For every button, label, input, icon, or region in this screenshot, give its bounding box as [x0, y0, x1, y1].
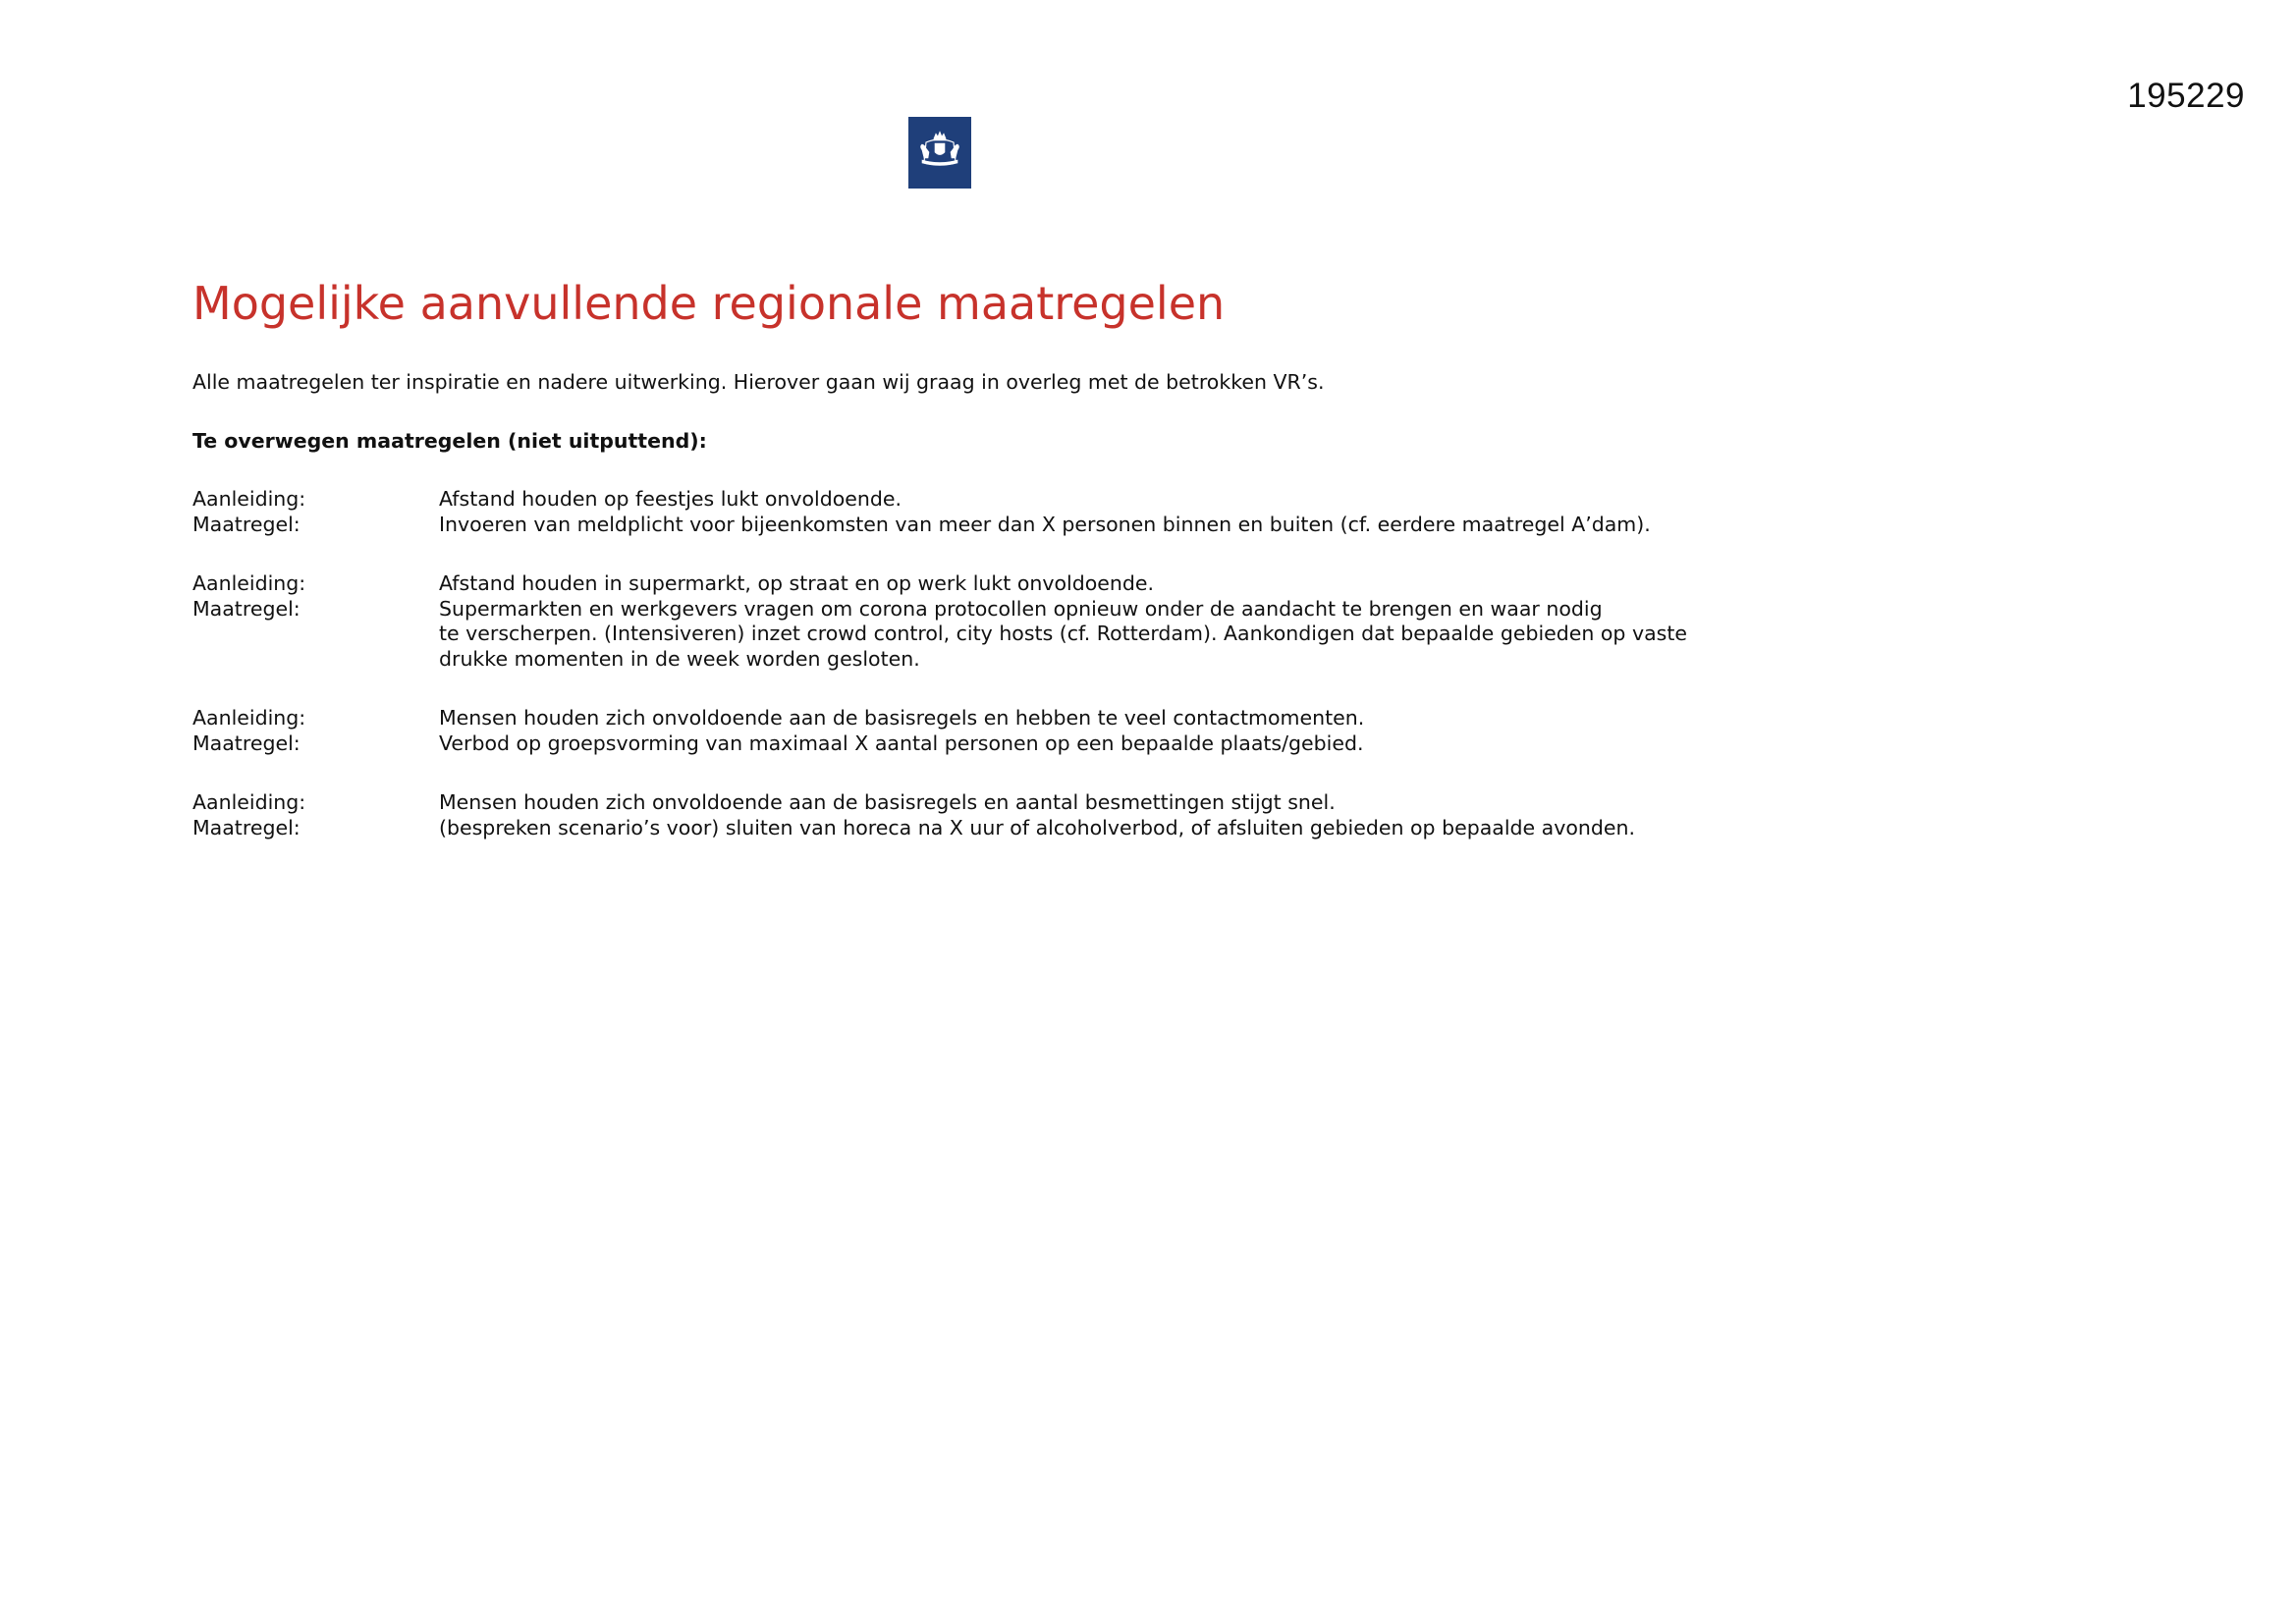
measure-item [192, 790, 1862, 840]
maatregel-label: Maatregel: [192, 596, 301, 621]
measures-subheading: Te overwegen maatregelen (niet uitputtend): [192, 429, 707, 453]
maatregel-label: Maatregel: [192, 512, 301, 536]
aanleiding-text: Mensen houden zich onvoldoende aan de basisregels en aantal besmettingen stijgt snel. [439, 790, 1336, 814]
aanleiding-row [192, 790, 1862, 816]
aanleiding-row [192, 487, 1862, 513]
measure-item [192, 571, 1862, 672]
intro-paragraph: Alle maatregelen ter inspiratie en nadere uitwerking. Hierover gaan wij graag in overleg met de betrokken VR’s. [192, 370, 1325, 394]
maatregel-row [192, 731, 1862, 757]
maatregel-row [192, 597, 1862, 673]
maatregel-label: Maatregel: [192, 815, 301, 839]
aanleiding-row [192, 706, 1862, 731]
maatregel-text [439, 513, 1651, 538]
maatregel-line: Verbod op groepsvorming van maximaal X aantal personen op een bepaalde plaats/gebied. [439, 731, 1364, 755]
maatregel-line: Supermarkten en werkgevers vragen om corona protocollen opnieuw onder de aandacht te brengen en waar nodig [439, 596, 1603, 621]
maatregel-label: Maatregel: [192, 731, 301, 755]
maatregel-text [439, 731, 1363, 757]
measure-item [192, 706, 1862, 756]
aanleiding-text: Mensen houden zich onvoldoende aan de basisregels en hebben te veel contactmomenten. [439, 706, 1365, 730]
rijksoverheid-logo-icon [908, 117, 971, 189]
maatregel-line: (bespreken scenario’s voor) sluiten van horeca na X uur of alcoholverbod, of afsluiten gebieden op bepaalde avonden. [439, 815, 1636, 839]
aanleiding-text: Afstand houden in supermarkt, op straat en op werk lukt onvoldoende. [439, 571, 1155, 595]
aanleiding-text: Afstand houden op feestjes lukt onvoldoende. [439, 487, 902, 511]
maatregel-row [192, 816, 1862, 841]
measure-item [192, 487, 1862, 537]
maatregel-text [439, 816, 1635, 841]
maatregel-line: drukke momenten in de week worden gesloten. [439, 646, 920, 671]
maatregel-row [192, 513, 1862, 538]
aanleiding-label: Aanleiding: [192, 487, 306, 511]
maatregel-text [439, 597, 1687, 673]
page-title: Mogelijke aanvullende regionale maatregelen [192, 277, 1226, 330]
aanleiding-label: Aanleiding: [192, 706, 306, 730]
document-number: 195229 [2127, 77, 2245, 115]
aanleiding-label: Aanleiding: [192, 790, 306, 814]
aanleiding-label: Aanleiding: [192, 571, 306, 595]
aanleiding-row [192, 571, 1862, 597]
maatregel-line: te verscherpen. (Intensiveren) inzet crowd control, city hosts (cf. Rotterdam). Aankondigen dat bepaalde gebieden op vaste [439, 622, 1687, 645]
maatregel-line: Invoeren van meldplicht voor bijeenkomsten van meer dan X personen binnen en buiten (cf. eerdere maatregel A’dam). [439, 512, 1651, 536]
measures-list [192, 487, 1862, 875]
